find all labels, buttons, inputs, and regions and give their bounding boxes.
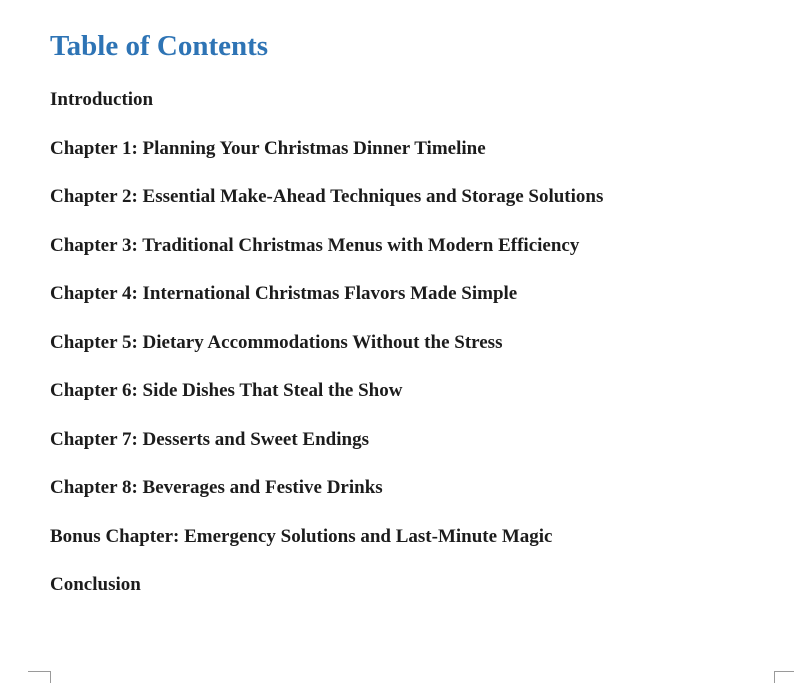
toc-entry-chapter-4: Chapter 4: International Christmas Flavors Made Simple xyxy=(50,283,518,304)
toc-entry-chapter-5: Chapter 5: Dietary Accommodations Without the Stress xyxy=(50,331,503,353)
page-margin-corner-right xyxy=(774,671,794,683)
toc-list xyxy=(50,88,603,622)
toc-entry-chapter-6: Chapter 6: Side Dishes That Steal the Show xyxy=(50,380,403,401)
toc-entry-chapter-1: Chapter 1: Planning Your Christmas Dinner Timeline xyxy=(50,137,486,159)
toc-entry-introduction: Introduction xyxy=(50,89,154,110)
toc-entry-chapter-2: Chapter 2: Essential Make-Ahead Techniques and Storage Solutions xyxy=(50,186,604,207)
toc-entry-chapter-8: Chapter 8: Beverages and Festive Drinks xyxy=(50,477,383,498)
toc-entry-bonus-chapter: Bonus Chapter: Emergency Solutions and Last-Minute Magic xyxy=(50,525,553,547)
toc-entry-conclusion: Conclusion xyxy=(50,574,141,595)
toc-title: Table of Contents xyxy=(50,30,269,62)
toc-entry-chapter-7: Chapter 7: Desserts and Sweet Endings xyxy=(50,428,369,450)
toc-entry-chapter-3: Chapter 3: Traditional Christmas Menus with Modern Efficiency xyxy=(50,234,580,256)
page-margin-corner-left xyxy=(28,671,51,683)
